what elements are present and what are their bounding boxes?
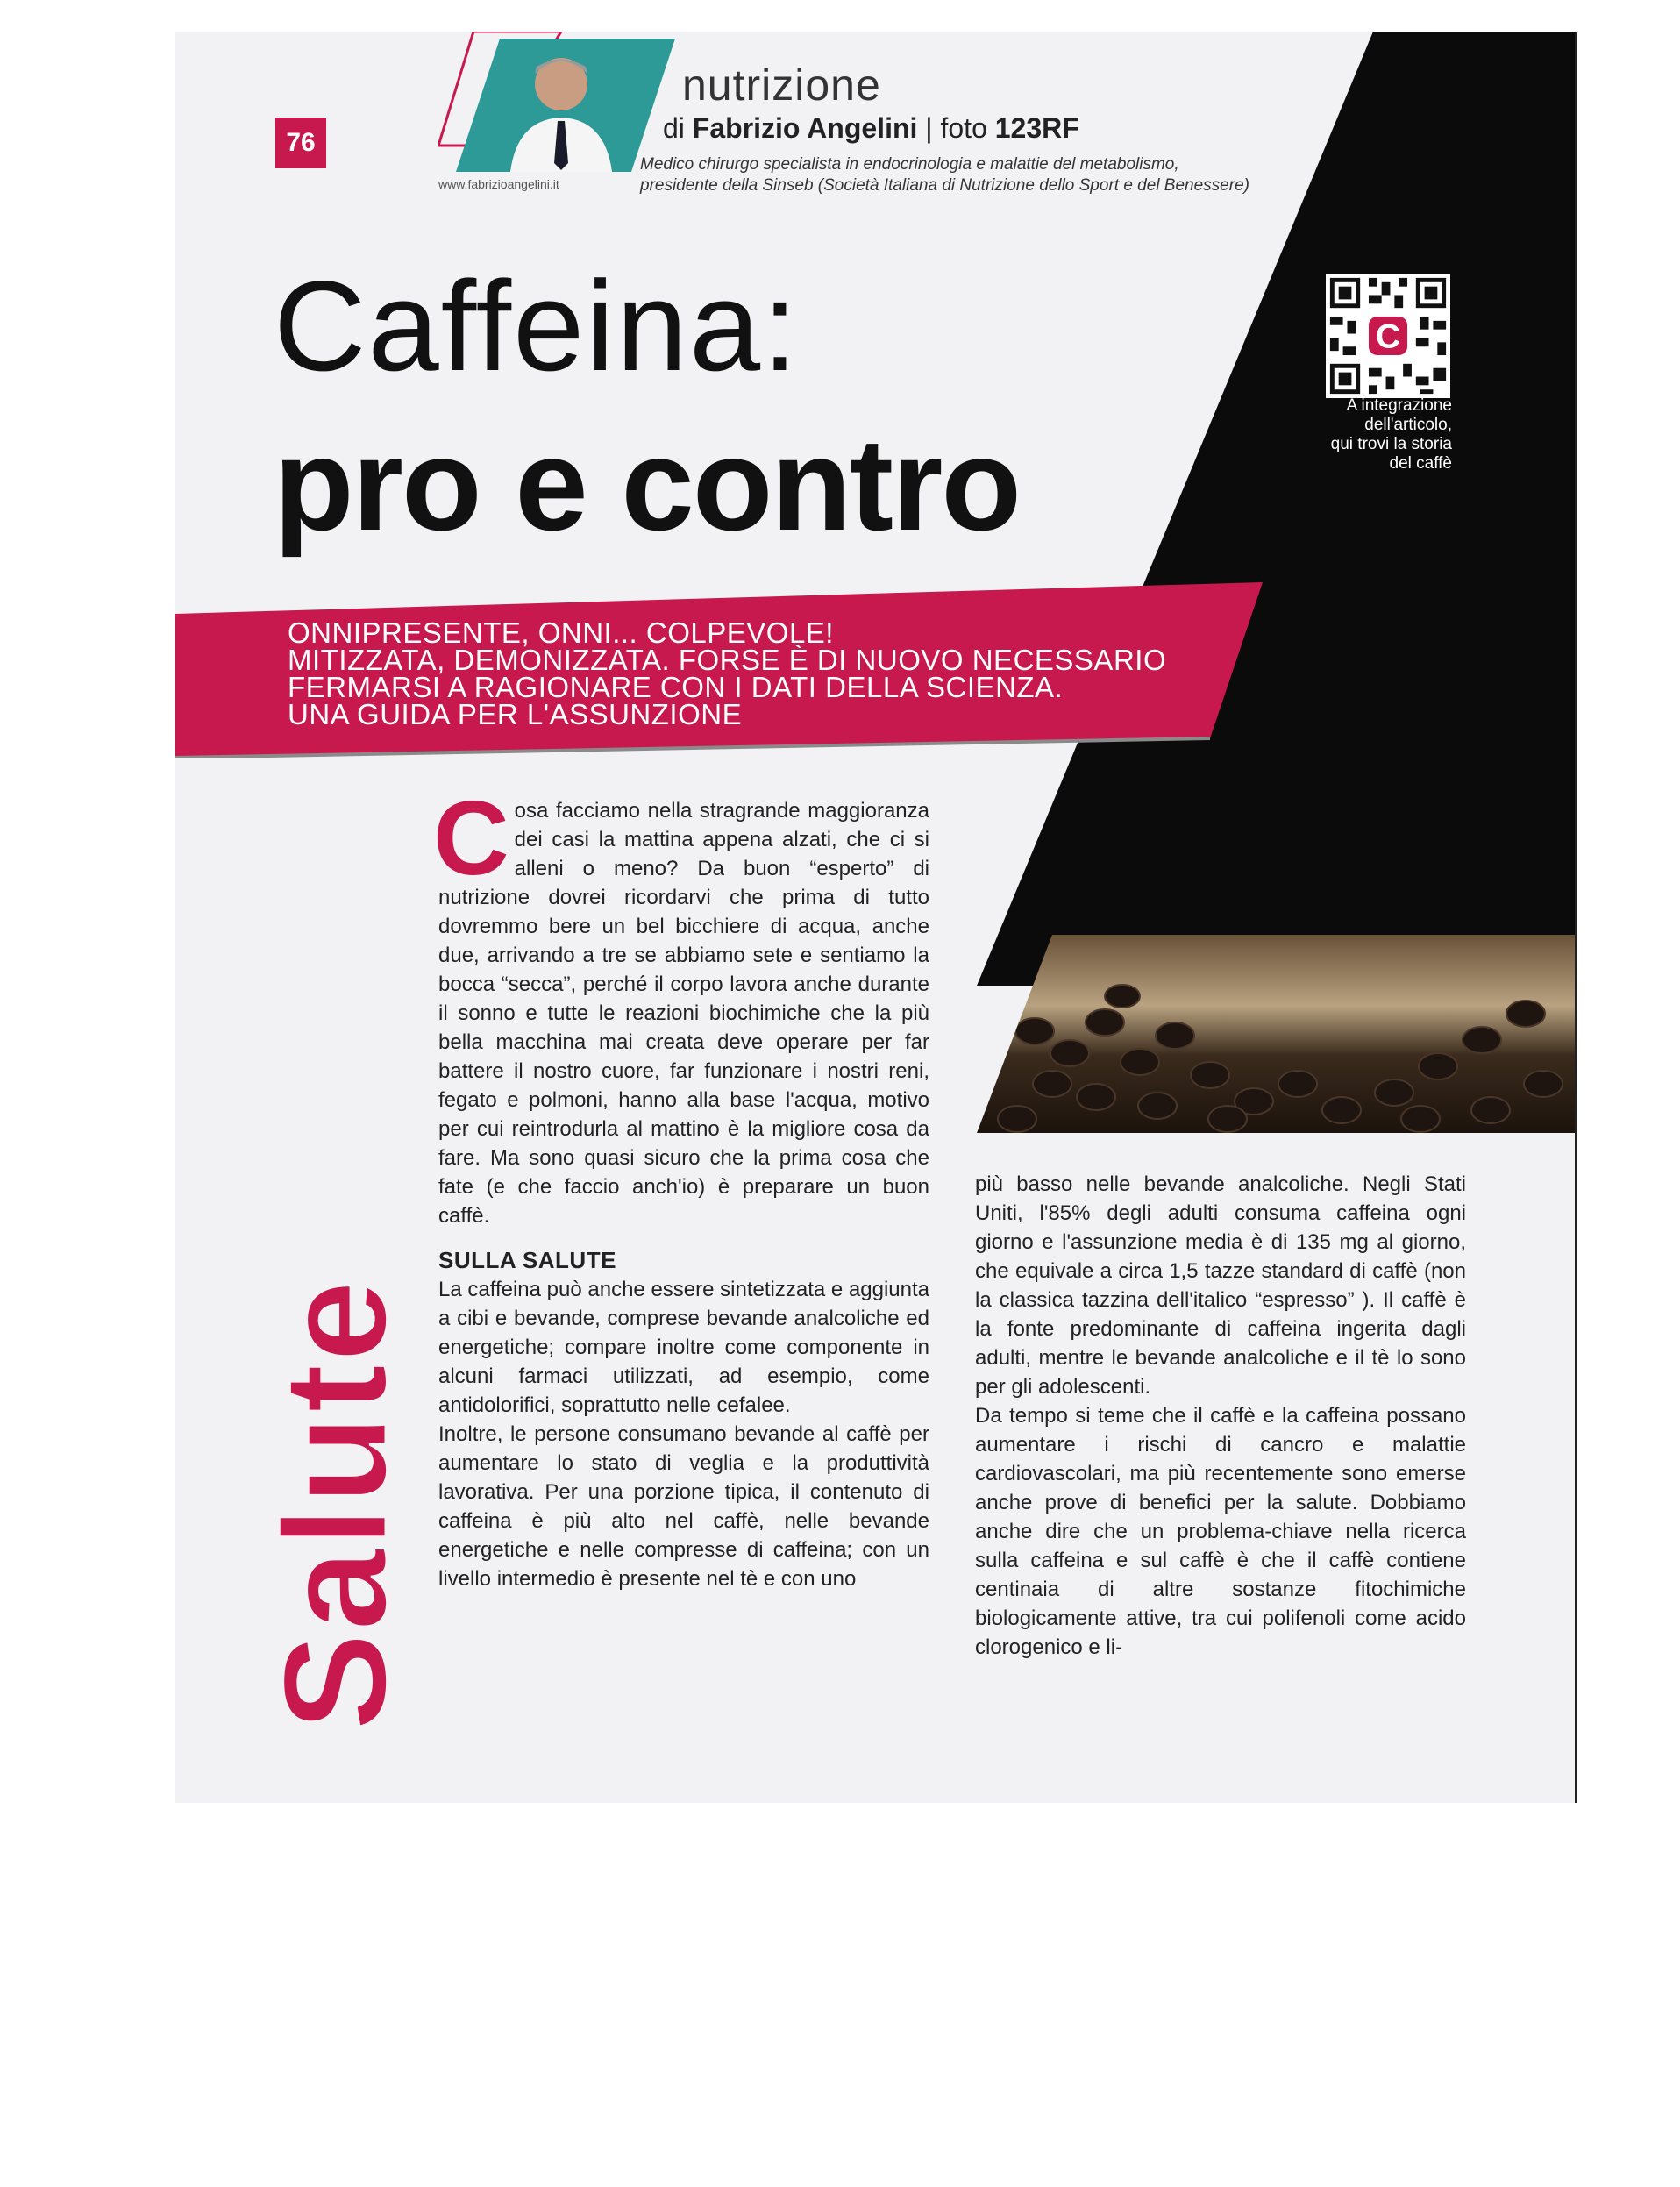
drop-cap: C	[433, 780, 509, 897]
body-paragraph: La caffeina può anche essere sintetizzata e aggiunta a cibi e bevande, comprese bevande analcoliche ed energetiche; compare inoltre come componente in alcuni farmaci utilizzati, ad esempio, come antidolorifici, soprattutto nelle cefalee.	[438, 1278, 929, 1417]
bio-line: presidente della Sinseb (Società Italiana di Nutrizione dello Sport e del Benessere)	[640, 176, 1249, 195]
banner-line: MITIZZATA, DEMONIZZATA. FORSE È DI NUOVO NECESSARIO	[288, 644, 1167, 676]
body-paragraph: Da tempo si teme che il caffè e la caffeina possano aumentare i rischi di cancro e malattie cardiovascolari, ma più recentemente sono emerse anche prove di benefici per la salute. Dobbiamo anche dire che un problema-chiave nella ricerca sulla caffeina e sul caffè è che il caffè contiene centinaia di altre sostanze fitochimiche biologicamente attive, tra cui polifenoli come acido clorogenico e li-	[975, 1404, 1466, 1659]
banner-line: ONNIPRESENTE, ONNI... COLPEVOLE!	[288, 616, 834, 649]
banner-line: UNA GUIDA PER L'ASSUNZIONE	[288, 698, 743, 730]
article-column-1	[433, 780, 929, 1593]
qr-caption-line: dell'articolo,	[1364, 416, 1452, 434]
section-label-vertical: Salute	[253, 1278, 417, 1731]
qr-code-icon[interactable]	[1326, 274, 1450, 398]
subheading: SULLA SALUTE	[438, 1247, 616, 1273]
intro-text: osa facciamo nella stragrande maggioranza dei casi la mattina appena alzati, che ci si alleni o meno? Da buon “esperto” di nutrizione dovrei ricordarvi che prima di tutto dovremmo bere un bel bicchiere di acqua, anche due, arrivando a tre se abbiamo sete e sentiamo la bocca “secca”, perché il corpo lavora anche durante il sonno e tutte le reazioni biochimiche che la più bella macchina mai creata deve operare per far battere il nostro cuore, far funzionare i nostri reni, fegato e polmoni, hanno alla base l'acqua, motivo per cui reintrodurla al mattino è la migliore cosa da fare. Ma sono quasi sicuro che la prima cosa che fate (e che faccio anch'io) è preparare un buon caffè.	[438, 799, 929, 1228]
byline: di Fabrizio Angelini | foto 123RF	[663, 112, 1079, 144]
intro-paragraph	[433, 780, 929, 1230]
headline-line2: pro e contro	[274, 410, 1021, 558]
body-paragraph: più basso nelle bevande analcoliche. Negli Stati Uniti, l'85% degli adulti consuma caffeina ogni giorno e l'assunzione media è di 135 mg al giorno, che equivale a circa 1,5 tazze standard di caffè (non la classica tazzina dell'italico “espresso” ). Il caffè è la fonte predominante di caffeina ingerita dagli adulti, mentre le bevande analcoliche e il tè lo sono per gli adolescenti.	[975, 1172, 1466, 1399]
article-column-2	[975, 1170, 1466, 1662]
qr-caption	[1266, 396, 1452, 474]
bio-line: Medico chirurgo specialista in endocrinologia e malattie del metabolismo,	[640, 155, 1179, 174]
headline-line1: Caffeina:	[274, 254, 800, 397]
author-bio	[640, 154, 1394, 196]
byline-prefix: di	[663, 112, 685, 144]
photo-prefix: foto	[940, 112, 987, 144]
body-paragraph: Inoltre, le persone consumano bevande al caffè per aumentare lo stato di veglia e la produttività lavorativa. Per una porzione tipica, il contenuto di caffeina è più alto nel caffè, nelle bevande energetiche e nelle compresse di caffeina; con un livello intermedio è presente nel tè e con uno	[438, 1422, 929, 1591]
magazine-page	[175, 32, 1577, 1803]
qr-caption-line: qui trovi la storia	[1330, 435, 1452, 453]
photo-credit: 123RF	[994, 112, 1079, 144]
qr-caption-line: del caffè	[1389, 454, 1452, 473]
page-number-badge: 76	[275, 118, 326, 168]
author-name: Fabrizio Angelini	[692, 112, 918, 144]
rubric-label: nutrizione	[682, 61, 881, 110]
intro-banner-text	[288, 616, 1278, 730]
banner-line: FERMARSI A RAGIONARE CON I DATI DELLA SCIENZA.	[288, 671, 1064, 703]
svg-text:C: C	[1375, 317, 1401, 356]
qr-caption-line: A integrazione	[1346, 396, 1452, 415]
author-photo	[438, 32, 701, 172]
author-website: www.fabrizioangelini.it	[438, 177, 559, 191]
